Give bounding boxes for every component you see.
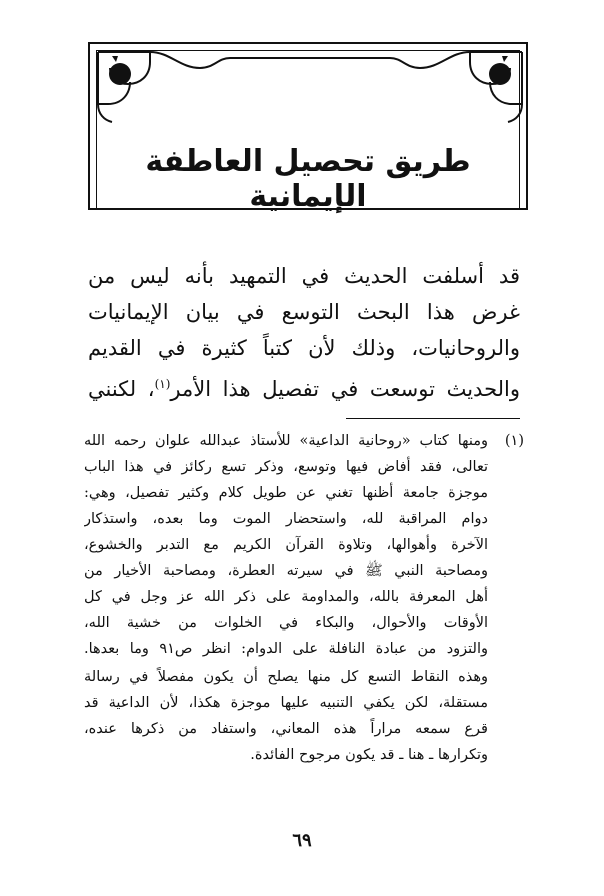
footnote-line: وهذه النقاط التسع كل منها يصلح أن يكون مفصلاً في رسالة [84,669,488,685]
body-paragraph [88,258,520,407]
body-line-4-text: والحديث توسعت في تفصيل هذا الأمر [170,377,520,401]
footnote-line: أهل المعرفة بالله، والمداومة على ذكر الله عز وجل في كل [84,589,488,605]
footnote-line: ومنها كتاب «روحانية الداعية» للأستاذ عبدالله علوان رحمه الله [84,433,488,449]
body-line-3: والروحانيات، وذلك لأن كتباً كثيرة في القديم [88,336,520,360]
footnote-line: دوام المراقبة لله، واستحضار الموت وما بعده، واستذكار [84,511,488,527]
body-line-2: غرض هذا البحث التوسع في بيان الإيمانيات [88,300,520,324]
footnote-marker: (١) [504,433,524,449]
footnote-line: والتزود من عبادة النافلة على الدوام: انظر ص٩١ وما بعدها. [84,641,488,657]
footnote-line: موجزة جامعة أظنها تغني عن طويل كلام وكثير تفصيل، وهي: [84,485,488,501]
body-line-4 [88,366,520,407]
footnote-line: وتكرارها ـ هنا ـ قد يكون مرجوح الفائدة. [250,747,488,763]
ornament-border-icon [90,44,530,124]
chapter-heading-frame [88,42,528,214]
footnote-reference: (١) [154,377,171,391]
footnote-line: ومصاحبة النبي ﷺ في سيرته العطرة، ومصاحبة الأخيار من [84,563,488,579]
footnote-divider [346,418,520,419]
footnote-line: الآخرة وأهوالها، وتلاوة القرآن الكريم مع التدبر والخشوع، [84,537,488,553]
footnote-line: تعالى، فقد أفاض فيها وتوسع، وذكر تسع ركائز في هذا الباب [84,459,488,475]
footnote-line: الأوقات والأحوال، والبكاء في الخلوات من خشية الله، [84,615,488,631]
body-line-1: قد أسلفت الحديث في التمهيد بأنه ليس من [88,264,520,288]
page-number: ٦٩ [292,830,312,851]
footnote-paragraph-1 [84,428,524,662]
chapter-title: طريق تحصيل العاطفة الإيمانية [145,144,471,214]
footnote-line: قرع سمعه مراراً هذه المعاني، واستفاد من ذكرها عنده، [84,721,488,737]
footnote [84,428,524,768]
footnote-paragraph-2 [84,664,524,768]
footnote-line: مستقلة، لكن يكفي التنبيه عليها موجزة هكذا، لأن الداعية قد [84,695,488,711]
body-line-4-tail: ، لكنني [88,377,155,401]
